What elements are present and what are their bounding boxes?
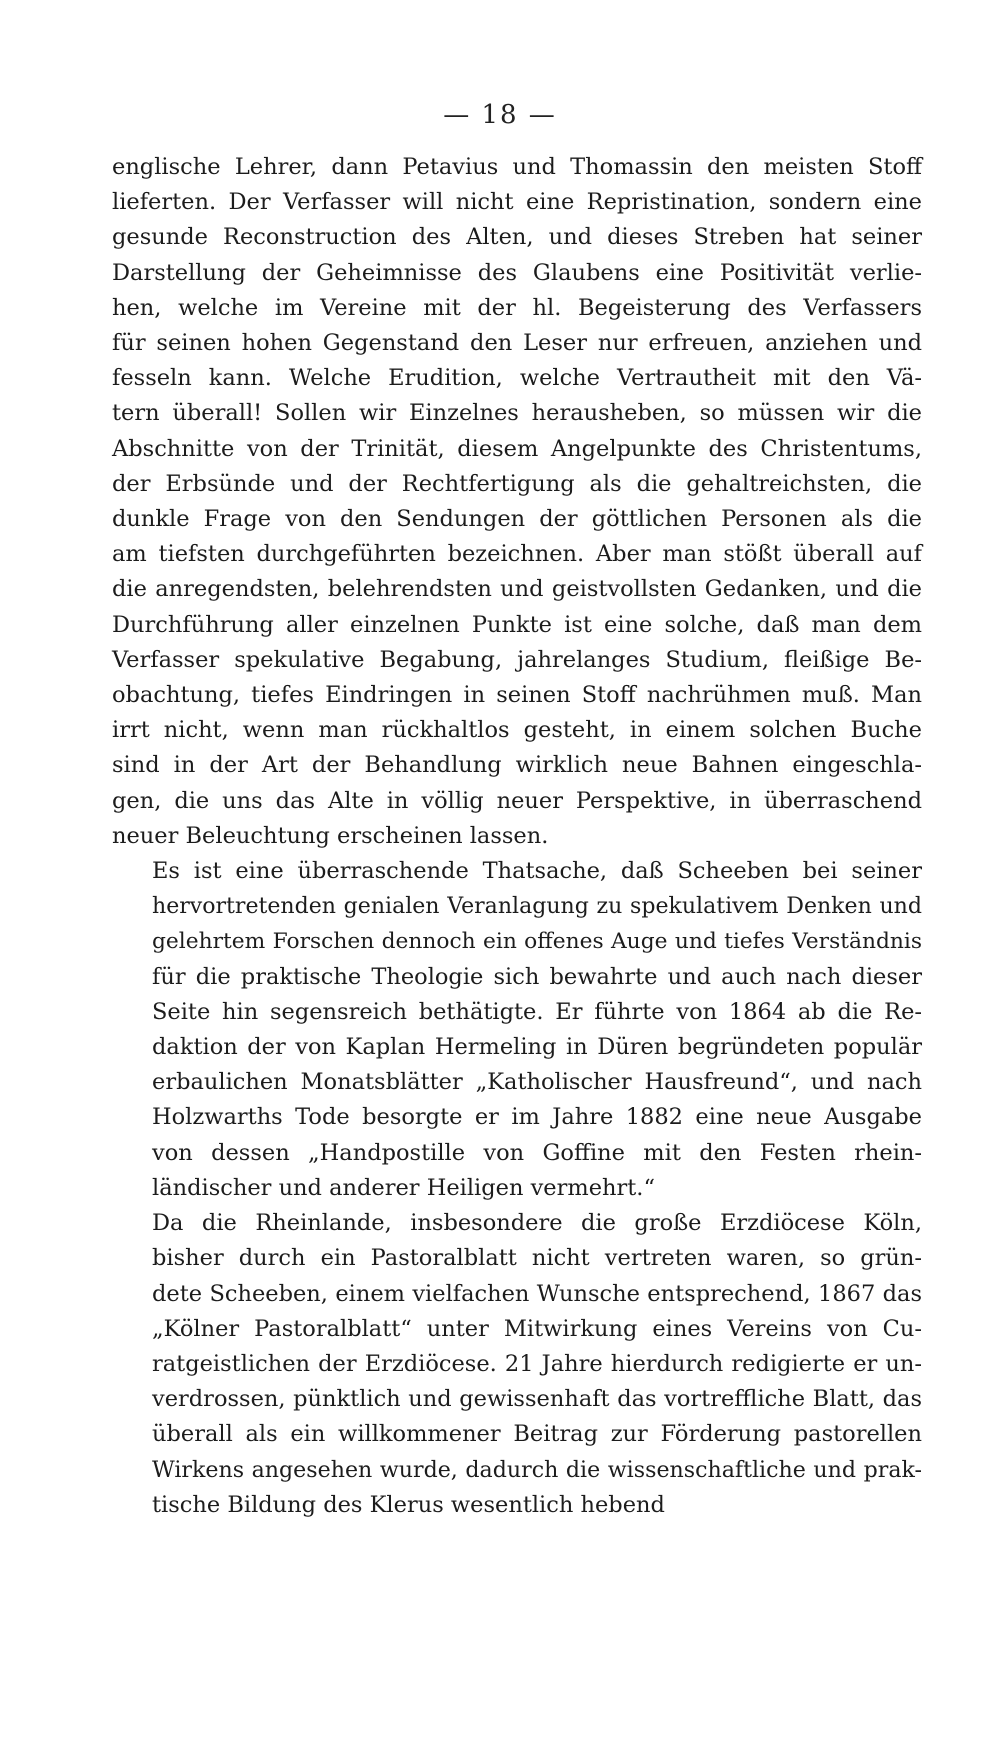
text-line: hervortretenden genialen Veranlagung zu spekulativem Denken und xyxy=(152,894,922,920)
text-line: der Erbsünde und der Rechtfertigung als die gehaltreichsten, die xyxy=(112,470,922,497)
text-line: am tiefsten durchgeführten bezeichnen. Aber man stößt überall auf xyxy=(112,541,922,568)
paragraph-2 xyxy=(112,854,922,1206)
text-line: überall als ein willkommener Beitrag zur Förderung pastorellen xyxy=(152,1421,922,1448)
text-line: gesunde Reconstruction des Alten, und dieses Streben hat seiner xyxy=(112,224,922,251)
paragraph-1 xyxy=(112,150,922,854)
text-line: daktion der von Kaplan Hermeling in Düren begründeten populär xyxy=(152,1034,922,1061)
text-line: hen, welche im Vereine mit der hl. Begeisterung des Verfassers xyxy=(112,294,922,321)
text-line: tische Bildung des Klerus wesentlich hebend xyxy=(152,1491,665,1518)
text-line: dete Scheeben, einem vielfachen Wunsche entsprechend, 1867 das xyxy=(152,1280,922,1307)
text-line: „Kölner Pastoralblatt“ unter Mitwirkung eines Vereins von Cu- xyxy=(152,1315,922,1342)
text-line: fesseln kann. Welche Erudition, welche Vertrautheit mit den Vä- xyxy=(112,365,922,392)
text-line: die anregendsten, belehrendsten und geistvollsten Gedanken, und die xyxy=(112,576,922,603)
text-line: irrt nicht, wenn man rückhaltlos gesteht, in einem solchen Buche xyxy=(112,717,922,744)
text-line: von dessen „Handpostille von Goffine mit den Festen rhein- xyxy=(152,1139,922,1166)
text-line: für die praktische Theologie sich bewahrte und auch nach dieser xyxy=(152,963,922,990)
text-line: gelehrtem Forschen dennoch ein offenes Auge und tiefes Verständnis xyxy=(152,929,922,955)
text-line: englische Lehrer, dann Petavius und Thomassin den meisten Stoff xyxy=(112,154,922,180)
text-line: bisher durch ein Pastoralblatt nicht vertreten waren, so grün- xyxy=(152,1245,922,1272)
text-line: Verfasser spekulative Begabung, jahrelanges Studium, fleißige Be- xyxy=(112,646,922,673)
text-line: Abschnitte von der Trinität, diesem Angelpunkte des Christentums, xyxy=(112,435,922,462)
text-line: ratgeistlichen der Erzdiöcese. 21 Jahre hierdurch redigierte er un- xyxy=(152,1350,922,1377)
text-line: Seite hin segensreich bethätigte. Er führte von 1864 ab die Re- xyxy=(152,998,922,1025)
text-line: dunkle Frage von den Sendungen der göttlichen Personen als die xyxy=(112,506,922,533)
text-line: gen, die uns das Alte in völlig neuer Perspektive, in überraschend xyxy=(112,787,922,814)
text-line: ländischer und anderer Heiligen vermehrt.“ xyxy=(152,1174,655,1201)
text-line: für seinen hohen Gegenstand den Leser nur erfreuen, anziehen und xyxy=(112,330,922,357)
text-line: Da die Rheinlande, insbesondere die große Erzdiöcese Köln, xyxy=(152,1210,922,1237)
paragraph-3 xyxy=(112,1206,922,1523)
text-line: Durchführung aller einzelnen Punkte ist eine solche, daß man dem xyxy=(112,611,922,638)
text-line: Darstellung der Geheimnisse des Glaubens eine Positivität verlie- xyxy=(112,259,922,286)
text-line: neuer Beleuchtung erscheinen lassen. xyxy=(112,822,549,849)
text-line: obachtung, tiefes Eindringen in seinen Stoff nachrühmen muß. Man xyxy=(112,682,922,709)
text-line: tern überall! Sollen wir Einzelnes herausheben, so müssen wir die xyxy=(112,400,922,427)
text-line: Es ist eine überraschende Thatsache, daß Scheeben bei seiner xyxy=(152,858,922,885)
text-line: lieferten. Der Verfasser will nicht eine Repristination, sondern eine xyxy=(112,189,922,216)
text-line: verdrossen, pünktlich und gewissenhaft das vortreffliche Blatt, das xyxy=(152,1386,922,1413)
text-line: sind in der Art der Behandlung wirklich neue Bahnen eingeschla- xyxy=(112,752,922,779)
text-line: Holzwarths Tode besorgte er im Jahre 1882 eine neue Ausgabe xyxy=(152,1104,922,1131)
text-line: erbaulichen Monatsblätter „Katholischer Hausfreund“, und nach xyxy=(152,1069,922,1096)
body-text xyxy=(112,150,922,1523)
text-line: Wirkens angesehen wurde, dadurch die wissenschaftliche und prak- xyxy=(152,1456,922,1483)
page-number: — 18 — xyxy=(443,100,557,130)
